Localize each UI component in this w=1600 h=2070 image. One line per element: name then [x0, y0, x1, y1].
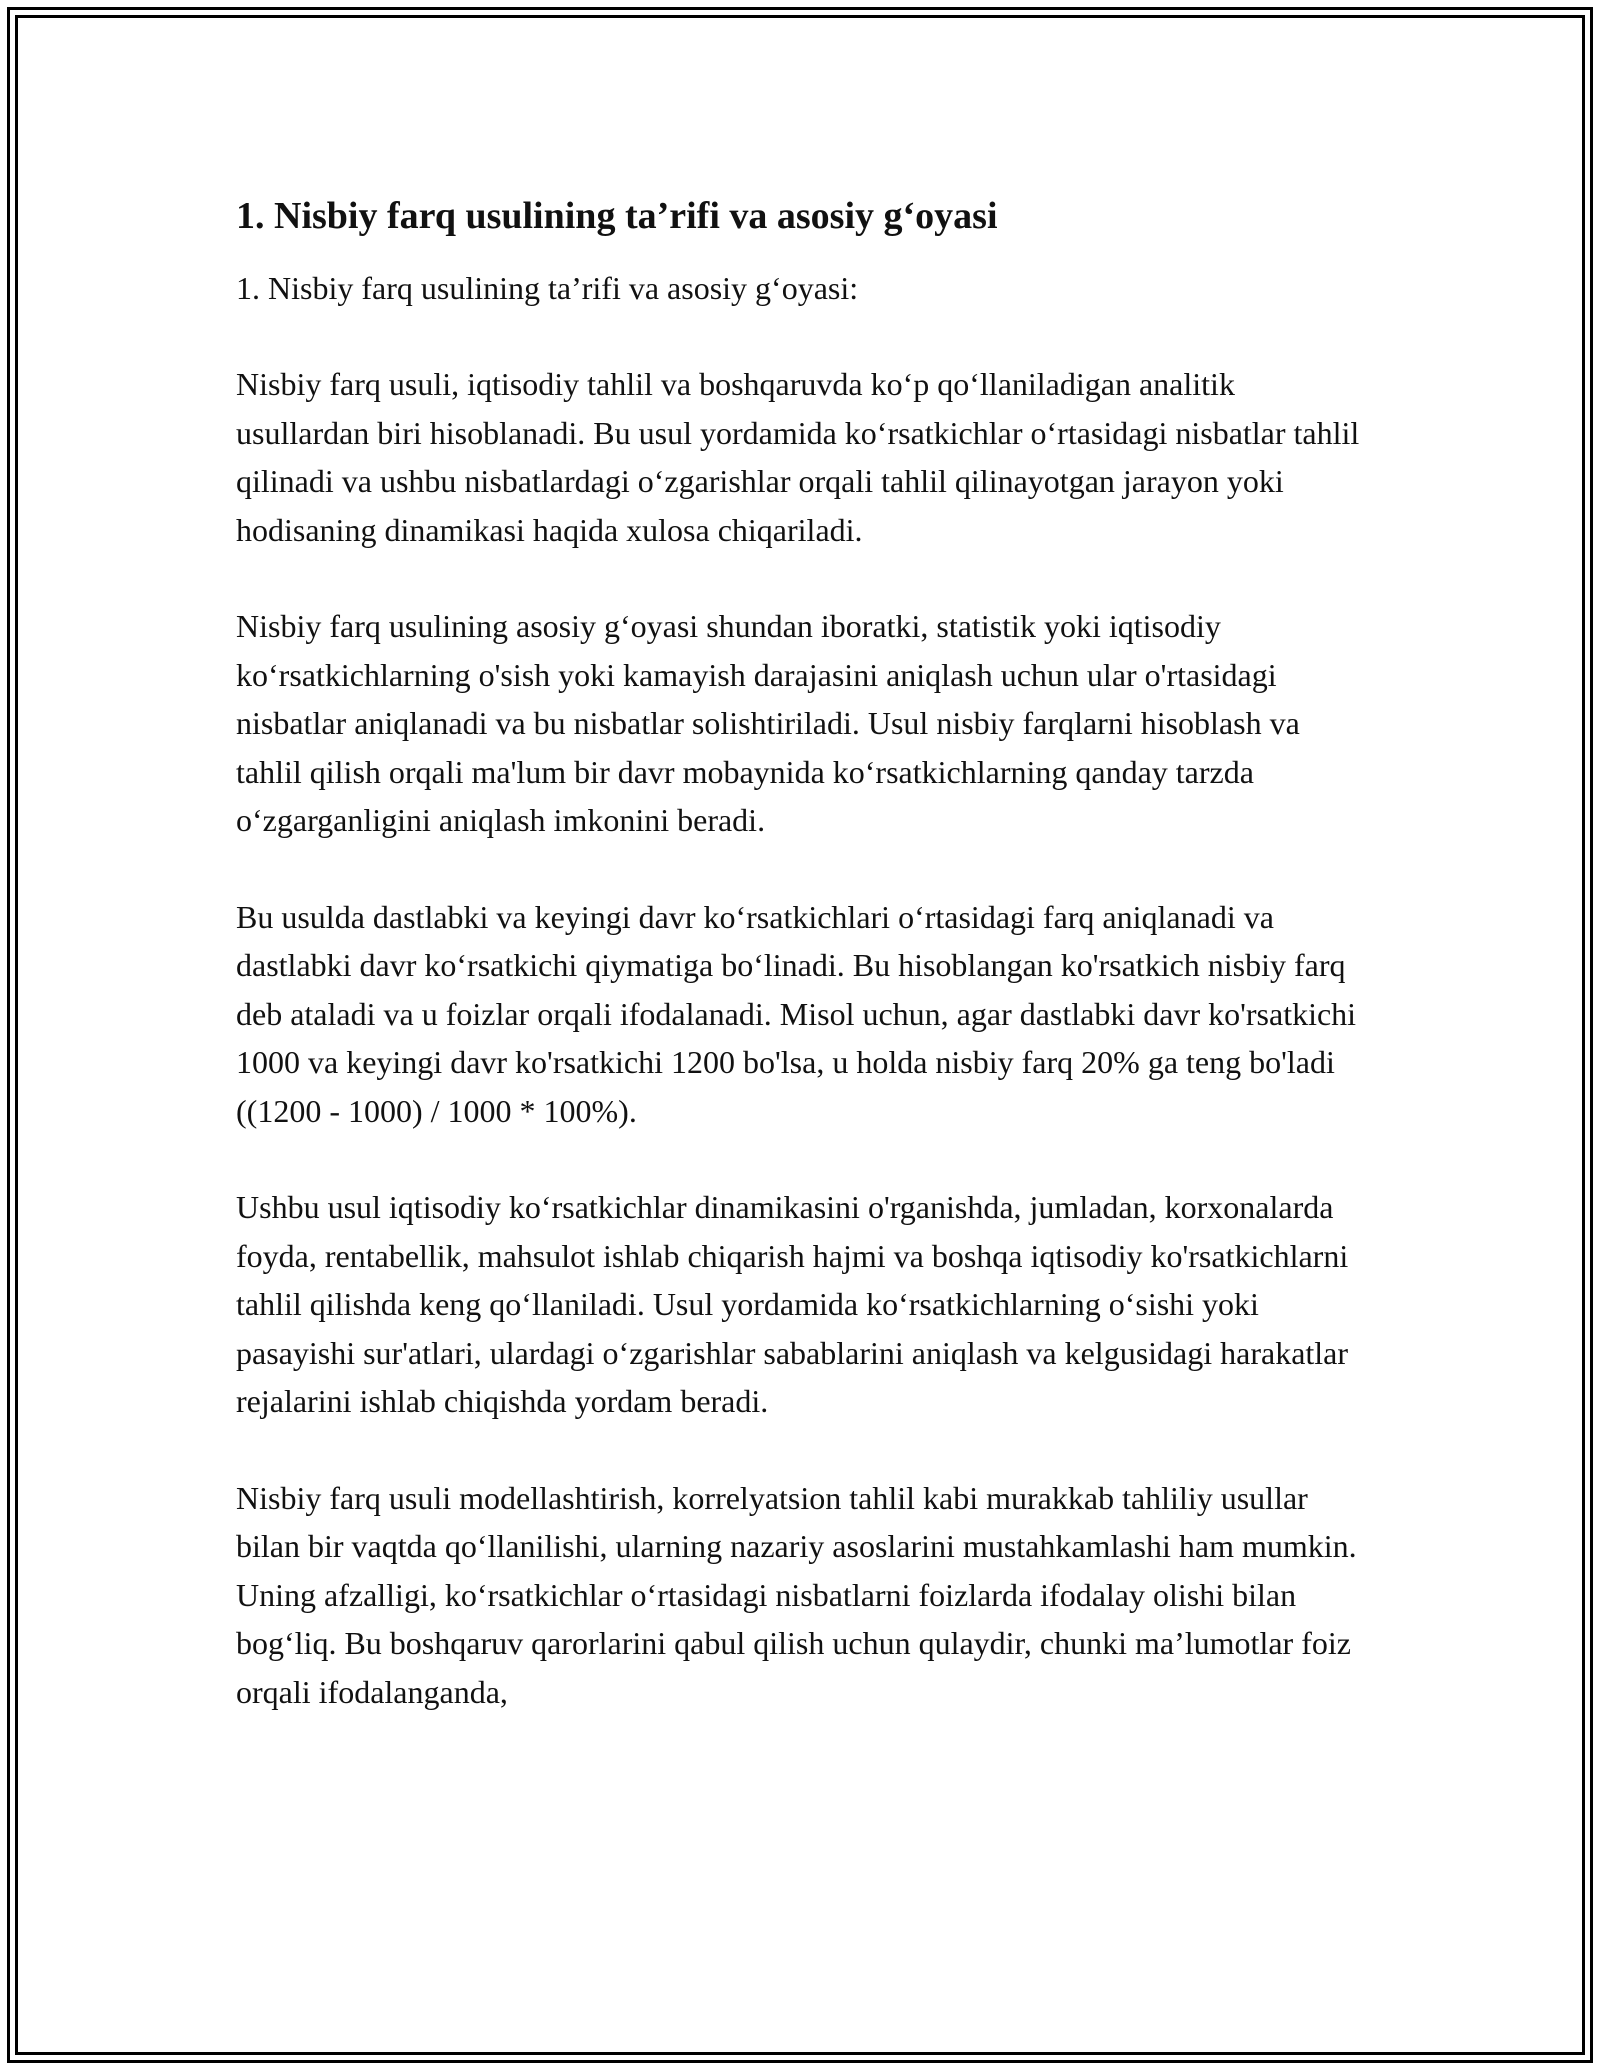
document-page [236, 180, 1366, 1764]
paragraph-5: Nisbiy farq usuli modellashtirish, korrelyatsion tahlil kabi murakkab tahliliy usullar bilan bir vaqtda qo‘llanilishi, ularning nazariy asoslarini mustahkamlashi ham mumkin. Uning afzalligi, ko‘rsatkichlar o‘rtasidagi nisbatlarni foizlarda ifodalay olishi bilan bog‘liq. Bu boshqaruv qarorlarini qabul qilish uchun qulaydir, chunki ma’lumotlar foiz orqali ifodalanganda, [236, 1479, 1357, 1710]
section-heading: 1. Nisbiy farq usulining ta’rifi va asosiy g‘oyasi [236, 195, 998, 237]
paragraph-1: Nisbiy farq usuli, iqtisodiy tahlil va boshqaruvda ko‘p qo‘llaniladigan analitik usullardan biri hisoblanadi. Bu usul yordamida ko‘rsatkichlar o‘rtasidagi nisbatlar tahlil qilinadi va ushbu nisbatlardagi o‘zgarishlar orqali tahlil qilinayotgan jarayon yoki hodisaning dinamikasi haqida xulosa chiqariladi. [236, 366, 1360, 548]
paragraph-4: Ushbu usul iqtisodiy ko‘rsatkichlar dinamikasini o'rganishda, jumladan, korxonalarda foyda, rentabellik, mahsulot ishlab chiqarish hajmi va boshqa iqtisodiy ko'rsatkichlarni tahlil qilishda keng qo‘llaniladi. Usul yordamida ko‘rsatkichlarning o‘sishi yoki pasayishi sur'atlari, ulardagi o‘zgarishlar sabablarini aniqlash va kelgusidagi harakatlar rejalarini ishlab chiqishda yordam beradi. [236, 1189, 1349, 1419]
paragraph-3: Bu usulda dastlabki va keyingi davr ko‘rsatkichlari o‘rtasidagi farq aniqlanadi va dastlabki davr ko‘rsatkichi qiymatiga bo‘linadi. Bu hisoblangan ko'rsatkich nisbiy farq deb ataladi va u foizlar orqali ifodalanadi. Misol uchun, agar dastlabki davr ko'rsatkichi 1000 va keyingi davr ko'rsatkichi 1200 bo'lsa, u holda nisbiy farq 20% ga teng bo'ladi ((1200 - 1000) / 1000 * 100%). [236, 898, 1357, 1129]
paragraph-2: Nisbiy farq usulining asosiy g‘oyasi shundan iboratki, statistik yoki iqtisodiy ko‘rsatkichlarning o'sish yoki kamayish darajasini aniqlash uchun ular o'rtasidagi nisbatlar aniqlanadi va bu nisbatlar solishtiriladi. Usul nisbiy farqlarni hisoblash va tahlil qilish orqali ma'lum bir davr mobaynida ko‘rsatkichlarning qanday tarzda o‘zgarganligini aniqlash imkonini beradi. [236, 608, 1300, 838]
section-subtitle: 1. Nisbiy farq usulining ta’rifi va asosiy g‘oyasi: [236, 270, 859, 306]
